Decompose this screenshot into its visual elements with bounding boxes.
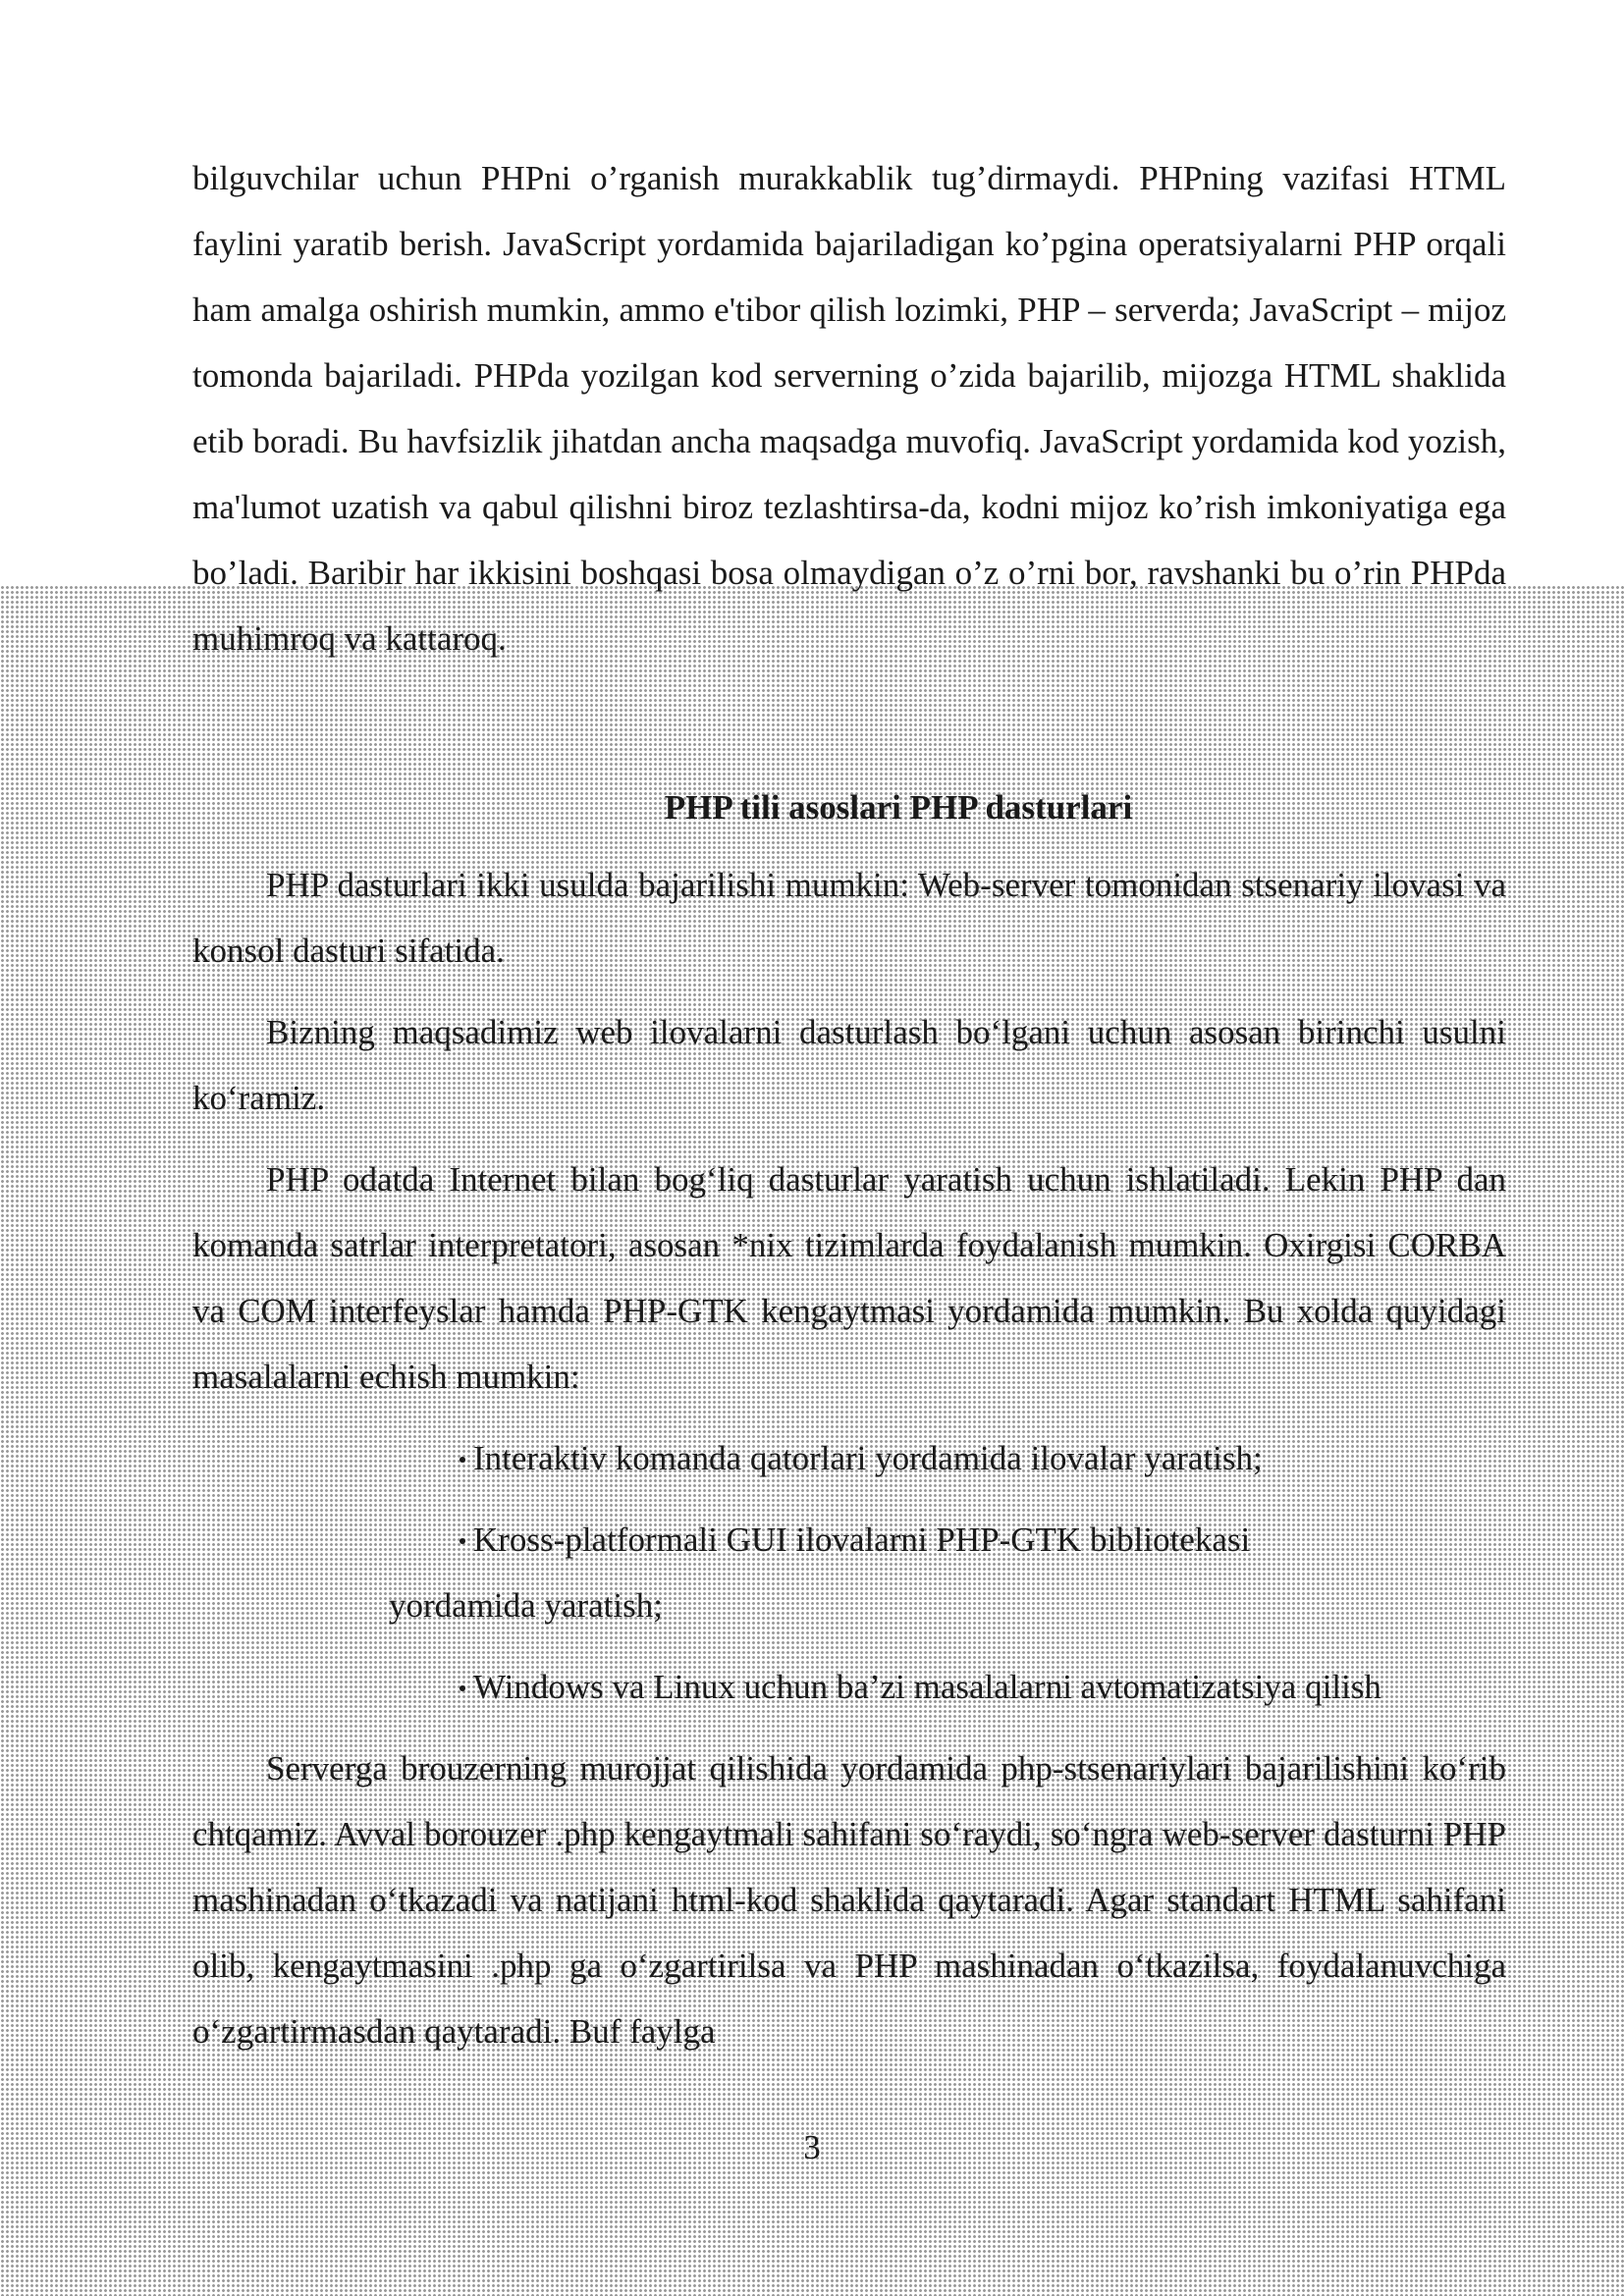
body-paragraph-server-request: Serverga brouzerning murojjat qilishida yordamida php-stsenariylari bajarilishini ko‘rib chtqamiz. Avval borouzer .php kengaytmali sahifani so‘raydi, so‘ngra web-server dasturni PHP mashinadan o‘tkazadi va natijani html-kod shaklida qaytaradi. Agar standart HTML sahifani olib, kengaytmasini .php ga o‘zgartirilsa va PHP mashinadan o‘tkazilsa, foydalanuvchiga o‘zgartirmasdan qaytaradi. Buf faylga (192, 1749, 1506, 2051)
page-number: 3 (803, 2128, 821, 2166)
bullet-item (192, 1425, 1506, 1491)
body-paragraph-goal: Bizning maqsadimiz web ilovalarni dasturlash bo‘lgani uchun asosan birinchi usulni ko‘ramiz. (192, 1013, 1506, 1117)
body-paragraph-usage: PHP odatda Internet bilan bog‘liq dasturlar yaratish uchun ishlatiladi. Lekin PHP dan komanda satrlar interpretatori, asosan *nix tizimlarda foydalanish mumkin. Oxirgisi CORBA va COM interfeyslar hamda PHP-GTK kengaytmasi yordamida mumkin. Bu xolda quyidagi masalalarni echish mumkin: (192, 1160, 1506, 1396)
section-heading: PHP tili asoslari PHP dasturlari (664, 788, 1133, 827)
document-page (192, 145, 1506, 2064)
bullet-item (192, 1654, 1506, 1720)
bullet-text-continued: yordamida yaratish; (389, 1586, 663, 1625)
body-paragraph-execution-modes: PHP dasturlari ikki usulda bajarilishi mumkin: Web-server tomonidan stsenariy ilovasi va konsol dasturi sifatida. (192, 866, 1506, 970)
bullet-text: Kross-platformali GUI ilovalarni PHP-GTK bibliotekasi (473, 1521, 1251, 1559)
bullet-item (192, 1507, 1506, 1638)
bullet-dot-icon (460, 1538, 465, 1544)
bullet-text: Windows va Linux uchun ba’zi masalalarni avtomatizatsiya qilish (473, 1668, 1381, 1706)
body-paragraph-intro: bilguvchilar uchun PHPni o’rganish murakkablik tug’dirmaydi. PHPning vazifasi HTML faylini yaratib berish. JavaScript yordamida bajariladigan ko’pgina operatsiyalarni PHP orqali ham amalga oshirish mumkin, ammo e'tibor qilish lozimki, PHP – serverda; JavaScript – mijoz tomonda bajariladi. PHPda yozilgan kod serverning o’zida bajarilib, mijozga HTML shaklida etib boradi. Bu havfsizlik jihatdan ancha maqsadga muvofiq. JavaScript yordamida kod yozish, ma'lumot uzatish va qabul qilishni biroz tezlashtirsa-da, kodni mijoz ko’rish imkoniyatiga ega bo’ladi. Baribir har ikkisini boshqasi bosa olmaydigan o’z o’rni bor, ravshanki bu o’rin PHPda muhimroq va kattaroq. (192, 159, 1506, 658)
bullet-text: Interaktiv komanda qatorlari yordamida ilovalar yaratish; (473, 1439, 1263, 1477)
bullet-dot-icon (460, 1685, 465, 1691)
bullet-dot-icon (460, 1457, 465, 1463)
